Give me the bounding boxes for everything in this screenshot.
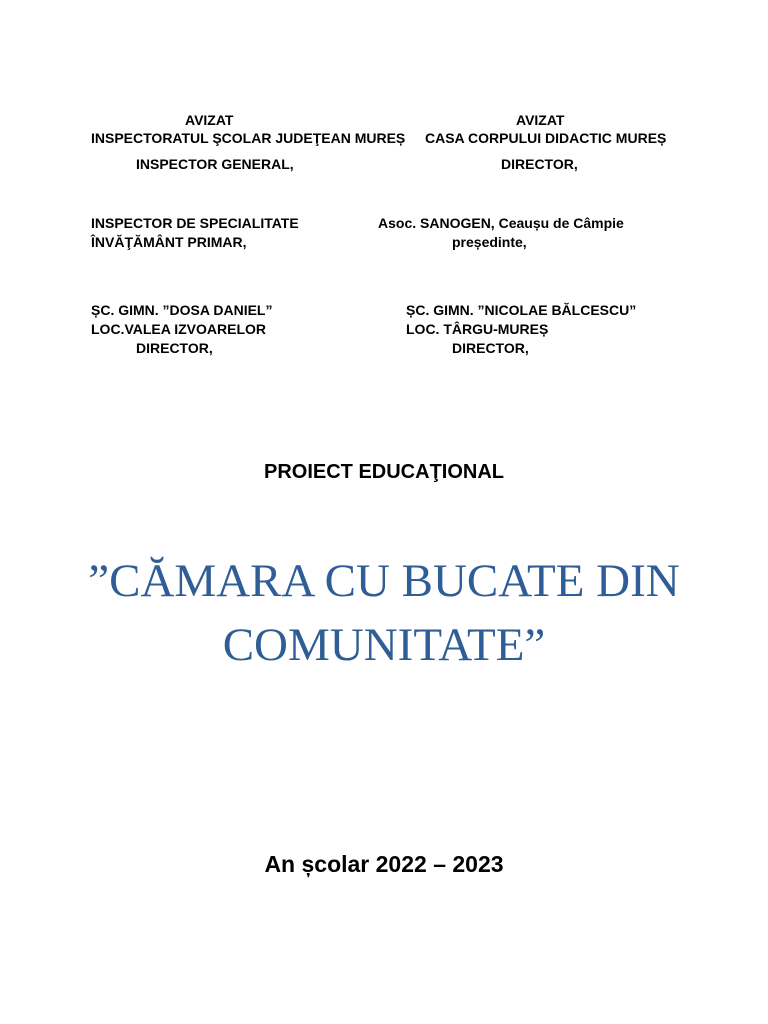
- project-heading: PROIECT EDUCAŢIONAL: [264, 461, 504, 483]
- specialist-subtitle: ÎNVĂŢĂMÂNT PRIMAR,: [91, 234, 247, 250]
- right-role: DIRECTOR,: [501, 156, 578, 172]
- project-title-line2: COMUNITATE”: [222, 619, 546, 671]
- school1-role: DIRECTOR,: [136, 340, 213, 356]
- right-institution: CASA CORPULUI DIDACTIC MUREȘ: [425, 130, 667, 146]
- school1-location: LOC.VALEA IZVOARELOR: [91, 321, 266, 337]
- association-name: Asoc. SANOGEN, Ceaușu de Câmpie: [378, 215, 624, 231]
- school1-name: ȘC. GIMN. ”DOSA DANIEL”: [91, 302, 273, 318]
- school-year: An școlar 2022 – 2023: [264, 851, 504, 877]
- left-institution: INSPECTORATUL ŞCOLAR JUDEŢEAN MUREȘ: [91, 130, 406, 146]
- right-avizat-label: AVIZAT: [516, 112, 565, 128]
- project-title-line1: ”CĂMARA CU BUCATE DIN: [88, 555, 680, 607]
- school2-role: DIRECTOR,: [452, 340, 529, 356]
- school2-location: LOC. TÂRGU-MUREȘ: [406, 321, 549, 337]
- left-avizat-label: AVIZAT: [185, 112, 234, 128]
- school2-name: ȘC. GIMN. ”NICOLAE BĂLCESCU”: [406, 302, 637, 318]
- left-role: INSPECTOR GENERAL,: [136, 156, 294, 172]
- association-role: președinte,: [452, 234, 527, 250]
- specialist-title: INSPECTOR DE SPECIALITATE: [91, 215, 299, 231]
